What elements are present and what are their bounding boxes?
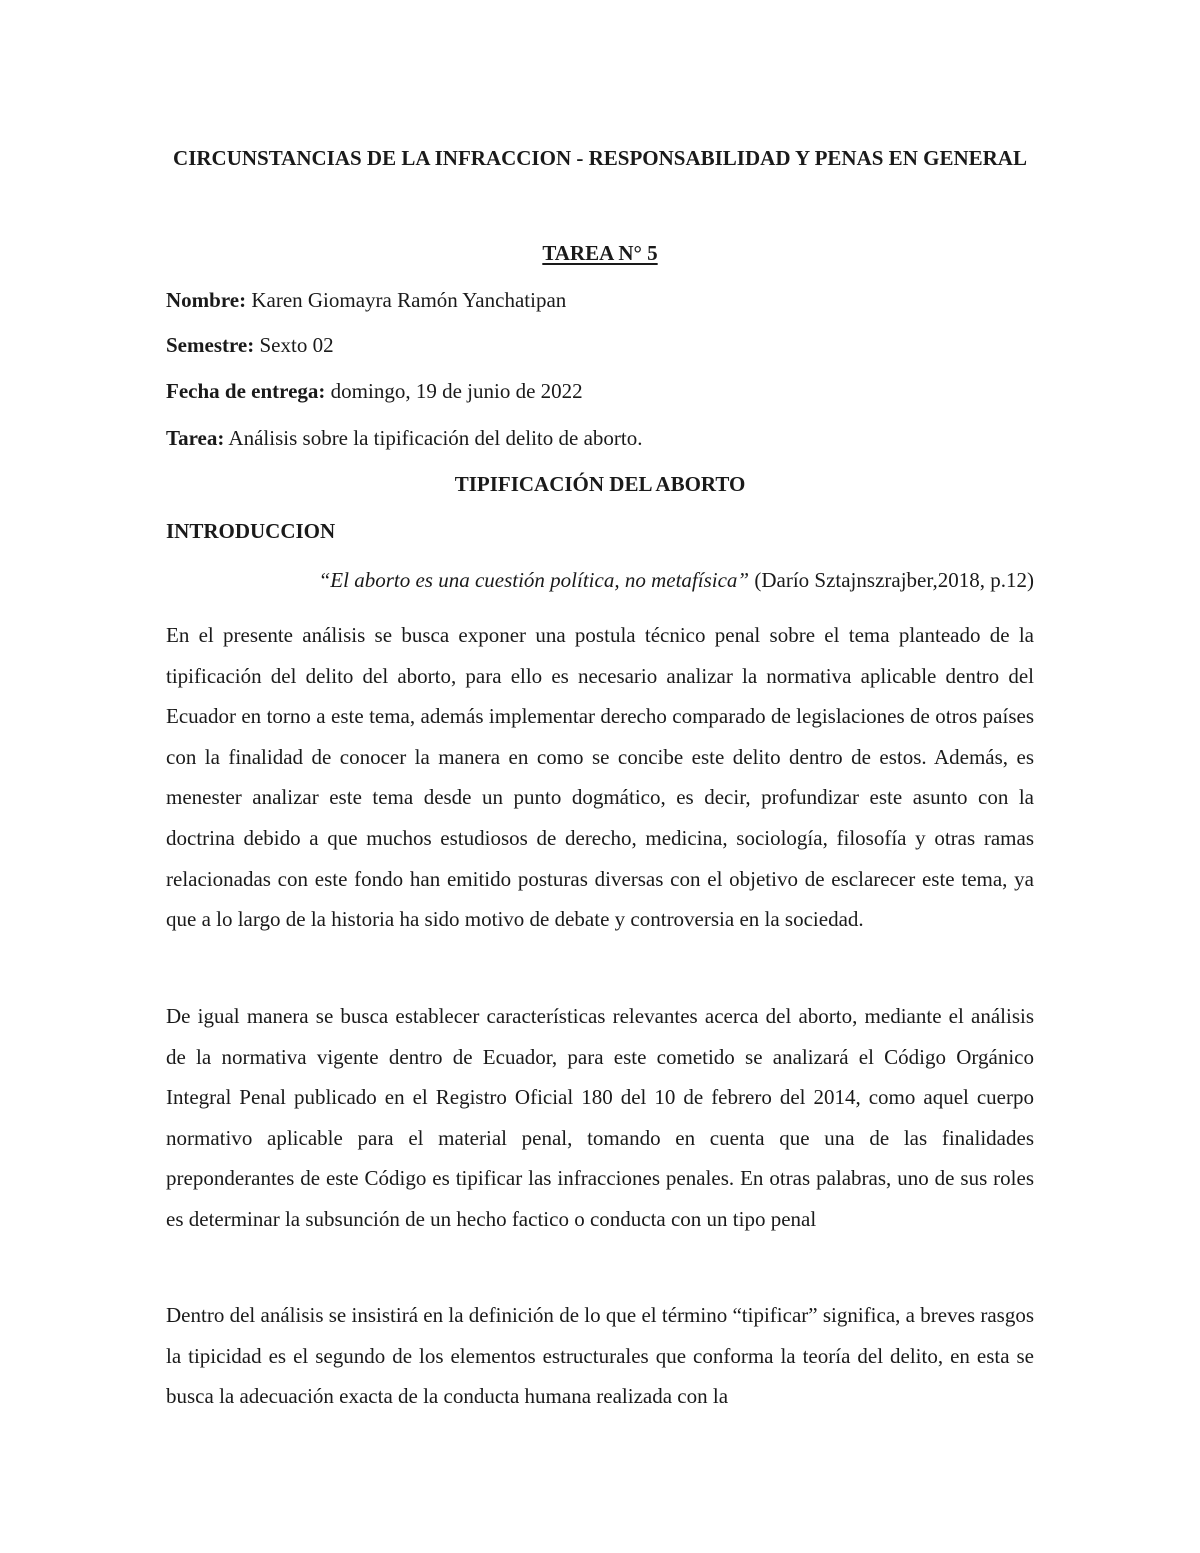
- field-tarea: [166, 418, 1034, 458]
- document-title: CIRCUNSTANCIAS DE LA INFRACCION - RESPONSABILIDAD Y PENAS EN GENERAL: [173, 146, 1027, 170]
- paragraph-2: De igual manera se busca establecer características relevantes acerca del aborto, mediante el análisis de la normativa vigente dentro de Ecuador, para este cometido se analizará el Código Orgánico Integral Penal publicado en el Registro Oficial 180 del 10 de febrero del 2014, como aquel cuerpo normativo aplicable para el material penal, tomando en cuenta que una de las finalidades preponderantes de este Código es tipificar las infracciones penales. En otras palabras, uno de sus roles es determinar la subsunción de un hecho factico o conducta con un tipo penal: [166, 1004, 1034, 1231]
- field-label: Fecha de entrega:: [166, 379, 326, 403]
- field-value: Karen Giomayra Ramón Yanchatipan: [246, 288, 567, 312]
- field-value: Sexto 02: [254, 333, 334, 357]
- field-value: Análisis sobre la tipificación del delito de aborto.: [224, 426, 643, 450]
- section-title: TIPIFICACIÓN DEL ABORTO: [454, 472, 746, 496]
- assignment-heading-text: TAREA N° 5: [542, 241, 658, 265]
- field-label: Semestre:: [166, 333, 255, 357]
- epigraph-quote: [166, 560, 1034, 600]
- quote-citation: (Darío Sztajnszrajber,2018, p.12): [749, 568, 1034, 592]
- paragraph-1: En el presente análisis se busca exponer una postula técnico penal sobre el tema planteado de la tipificación del delito del aborto, para ello es necesario analizar la normativa aplicable dentro del Ecuador en torno a este tema, además implementar derecho comparado de legislaciones de otros países con la finalidad de conocer la manera en como se concibe este delito dentro de estos. Además, es menester analizar este tema desde un punto dogmático, es decir, profundizar este asunto con la doctrina debido a que muchos estudiosos de derecho, medicina, sociología, filosofía y otras ramas relacionadas con este fondo han emitido posturas diversas con el objetivo de esclarecer este tema, ya que a lo largo de la historia ha sido motivo de debate y controversia en la sociedad.: [166, 623, 1034, 932]
- intro-heading: INTRODUCCION: [166, 519, 336, 543]
- paragraph-3: Dentro del análisis se insistirá en la definición de lo que el término “tipificar” significa, a breves rasgos la tipicidad es el segundo de los elementos estructurales que conforma la teoría del delito, en esta se busca la adecuación exacta de la conducta humana realizada con la: [166, 1303, 1034, 1409]
- field-fecha-de-entrega: [166, 371, 1034, 411]
- field-semestre: [166, 325, 1034, 365]
- field-value: domingo, 19 de junio de 2022: [325, 379, 583, 403]
- field-label: Nombre:: [166, 288, 247, 312]
- field-label: Tarea:: [166, 426, 225, 450]
- assignment-heading: [166, 233, 1034, 273]
- quote-text: “El aborto es una cuestión política, no metafísica”: [318, 568, 750, 592]
- field-nombre: [166, 280, 1034, 320]
